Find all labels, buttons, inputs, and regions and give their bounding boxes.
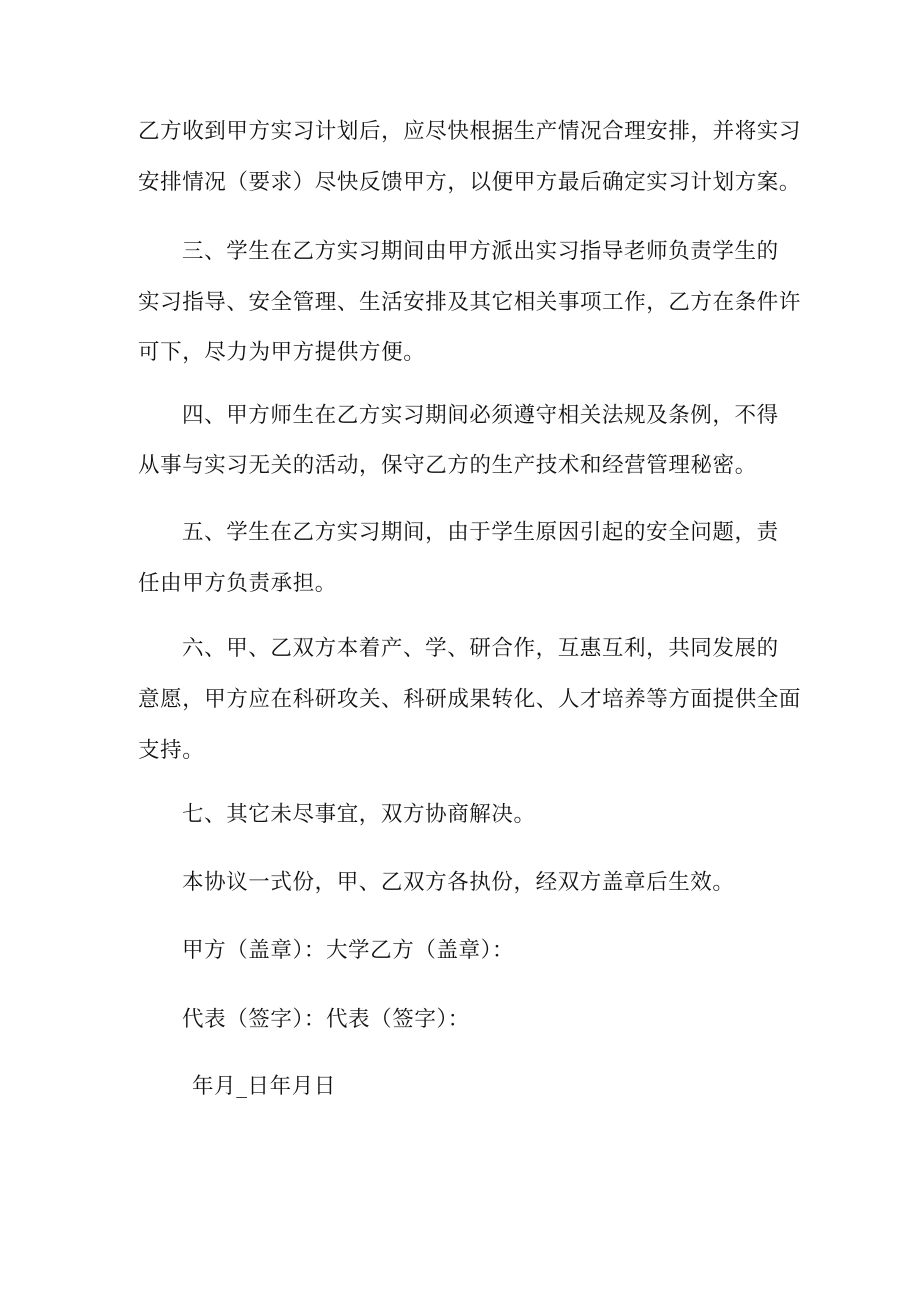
clause-six-line: 支持。 xyxy=(138,738,205,763)
clause-three-line: 实习指导、安全管理、生活安排及其它相关事项工作，乙方在条件许 xyxy=(138,290,802,315)
clause-five-line: 五、学生在乙方实习期间，由于学生原因引起的安全问题，责 xyxy=(182,520,779,545)
clause-three-line: 三、学生在乙方实习期间由甲方派出实习指导老师负责学生的 xyxy=(182,239,779,264)
paragraph-line: 安排情况（要求）尽快反馈甲方，以便甲方最后确定实习计划方案。 xyxy=(138,170,802,195)
clause-four-line: 四、甲方师生在乙方实习期间必须遵守相关法规及条例，不得 xyxy=(182,403,779,428)
representative-signature-line: 代表（签字）：代表（签字）： xyxy=(182,1007,470,1032)
date-line: 年月_日年月日 xyxy=(192,1074,336,1099)
clause-five-line: 任由甲方负责承担。 xyxy=(138,571,337,596)
clause-six-line: 意愿，甲方应在科研攻关、科研成果转化、人才培养等方面提供全面 xyxy=(138,687,802,712)
clause-seven-line: 七、其它未尽事宜，双方协商解决。 xyxy=(182,802,536,827)
seal-line: 甲方（盖章）：大学乙方（盖章）： xyxy=(182,938,515,963)
clause-six-line: 六、甲、乙双方本着产、学、研合作，互惠互利，共同发展的 xyxy=(182,636,779,661)
clause-three-line: 可下，尽力为甲方提供方便。 xyxy=(138,340,426,365)
clause-four-line: 从事与实习无关的活动，保守乙方的生产技术和经营管理秘密。 xyxy=(138,453,757,478)
agreement-copies-line: 本协议一式份，甲、乙双方各执份，经双方盖章后生效。 xyxy=(182,870,735,895)
paragraph-line: 乙方收到甲方实习计划后，应尽快根据生产情况合理安排，并将实习 xyxy=(138,119,802,144)
